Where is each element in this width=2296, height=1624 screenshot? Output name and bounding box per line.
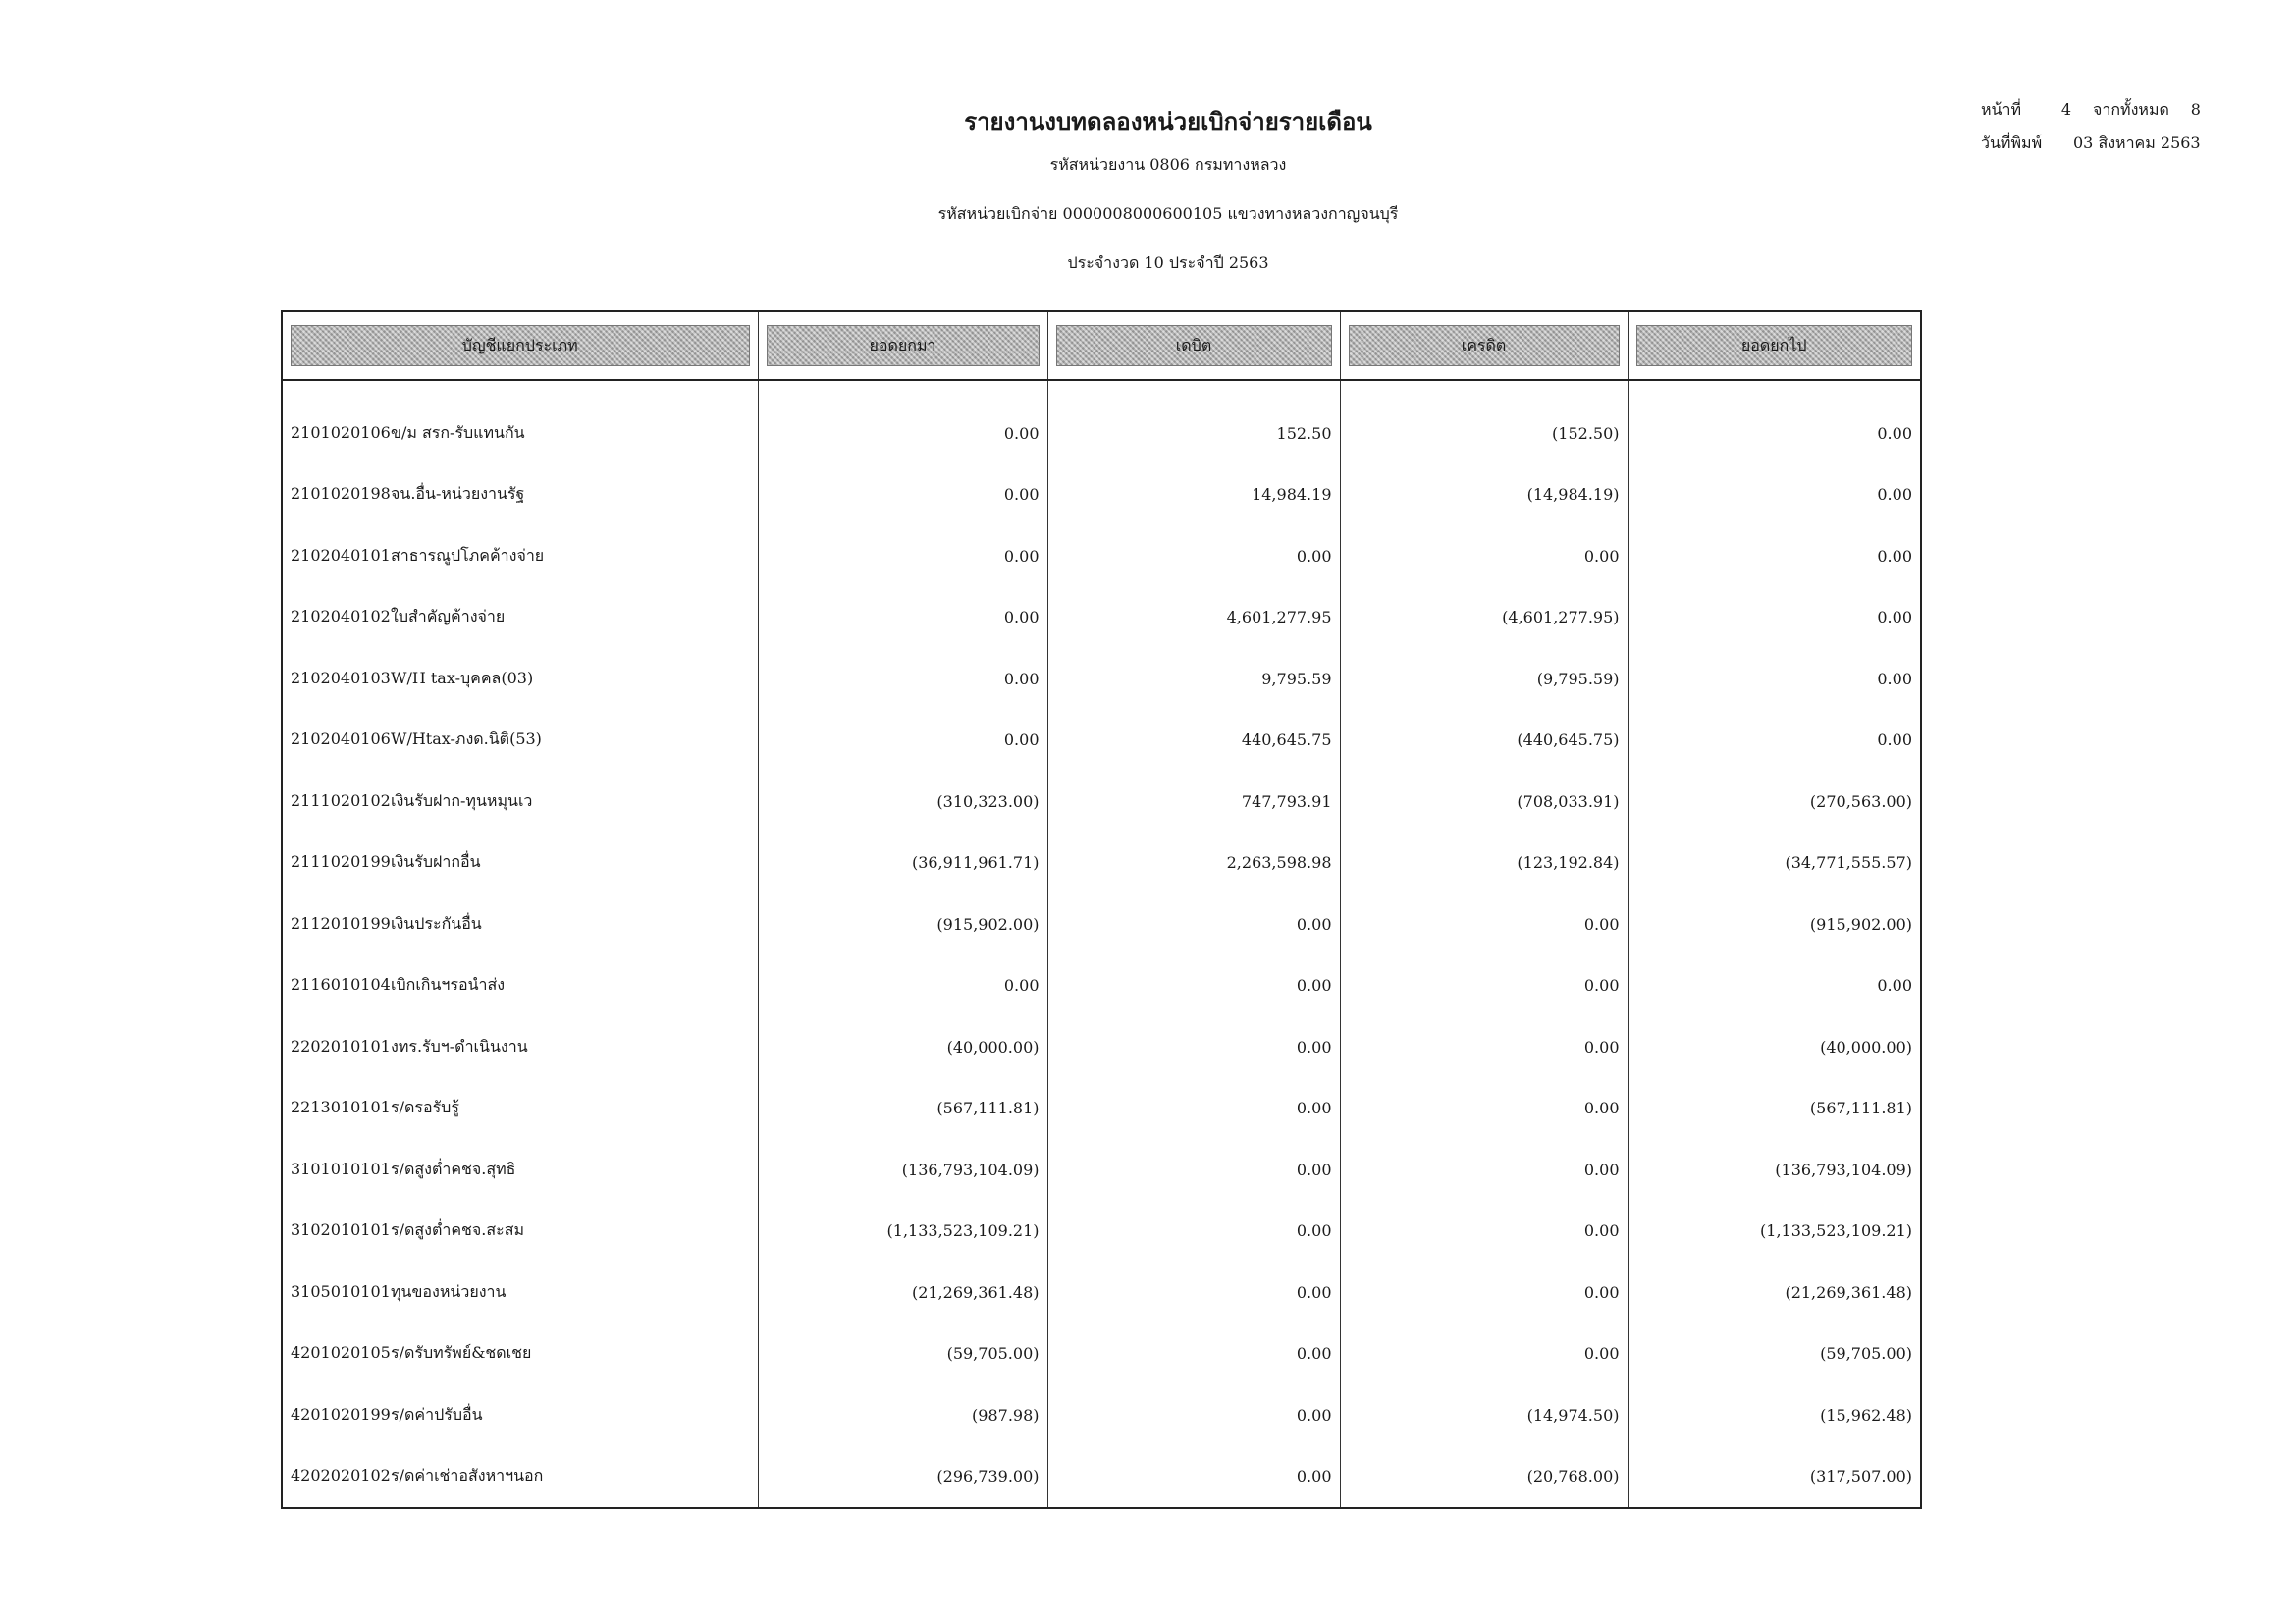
account-code: 2101020198 — [291, 484, 391, 504]
account-name: เงินประกันอื่น — [391, 913, 482, 933]
account-code: 2202010101 — [291, 1036, 391, 1056]
column-header-credit: เครดิต — [1340, 311, 1628, 380]
debit-cell: 0.00 — [1047, 1201, 1340, 1263]
credit-cell: (152.50) — [1340, 380, 1628, 464]
column-header-account: บัญชีแยกประเภท — [282, 311, 758, 380]
account-name: จน.อื่น-หน่วยงานรัฐ — [391, 484, 525, 504]
credit-cell: (9,795.59) — [1340, 648, 1628, 710]
account-code: 3105010101 — [291, 1281, 391, 1301]
brought-forward-cell: (40,000.00) — [758, 1016, 1047, 1078]
account-code: 2102040103 — [291, 668, 391, 687]
account-name: ร/ดค่าเช่าอสังหาฯนอก — [391, 1466, 544, 1486]
table-row — [282, 1324, 1921, 1385]
credit-cell: (440,645.75) — [1340, 710, 1628, 772]
table-row — [282, 380, 1921, 464]
account-code: 4201020105 — [291, 1343, 391, 1363]
table-row — [282, 1139, 1921, 1201]
account-code: 2102040106 — [291, 730, 391, 749]
account-name: W/Htax-ภงด.นิติ(53) — [391, 730, 542, 749]
account-name: ใบสำคัญค้างจ่าย — [391, 607, 506, 626]
credit-cell: (4,601,277.95) — [1340, 587, 1628, 649]
account-code: 3102010101 — [291, 1220, 391, 1240]
agency-line: รหัสหน่วยงาน 0806 กรมทางหลวง — [1049, 155, 1287, 174]
debit-cell: 0.00 — [1047, 1262, 1340, 1324]
period-line: ประจำงวด 10 ประจำปี 2563 — [1067, 253, 1269, 272]
table-row — [282, 955, 1921, 1017]
debit-cell: 0.00 — [1047, 1324, 1340, 1385]
carried-forward-cell: 0.00 — [1628, 955, 1921, 1017]
account-code: 3101010101 — [291, 1159, 391, 1178]
carried-forward-cell: 0.00 — [1628, 525, 1921, 587]
debit-cell: 0.00 — [1047, 1446, 1340, 1509]
account-cell — [282, 525, 758, 587]
brought-forward-cell: (915,902.00) — [758, 893, 1047, 955]
credit-cell: 0.00 — [1340, 1201, 1628, 1263]
column-header-carried-forward: ยอดยกไป — [1628, 311, 1921, 380]
total-pages-label: จากทั้งหมด — [2093, 100, 2169, 119]
account-name: งทร.รับฯ-ดำเนินงาน — [391, 1036, 528, 1056]
print-date-label: วันที่พิมพ์ — [1981, 134, 2043, 152]
credit-cell: (14,974.50) — [1340, 1384, 1628, 1446]
carried-forward-cell: (270,563.00) — [1628, 771, 1921, 833]
carried-forward-cell: 0.00 — [1628, 648, 1921, 710]
debit-cell: 152.50 — [1047, 380, 1340, 464]
brought-forward-cell: (567,111.81) — [758, 1078, 1047, 1140]
carried-forward-cell: 0.00 — [1628, 587, 1921, 649]
debit-cell: 0.00 — [1047, 1384, 1340, 1446]
brought-forward-cell: 0.00 — [758, 710, 1047, 772]
carried-forward-cell: (567,111.81) — [1628, 1078, 1921, 1140]
table-row — [282, 464, 1921, 526]
table-row — [282, 587, 1921, 649]
debit-cell: 0.00 — [1047, 525, 1340, 587]
account-cell — [282, 893, 758, 955]
credit-cell: 0.00 — [1340, 955, 1628, 1017]
account-cell — [282, 587, 758, 649]
carried-forward-cell: (136,793,104.09) — [1628, 1139, 1921, 1201]
account-cell — [282, 1384, 758, 1446]
account-cell — [282, 1201, 758, 1263]
page-label: หน้าที่ — [1981, 100, 2022, 119]
table-row — [282, 648, 1921, 710]
credit-cell: 0.00 — [1340, 1139, 1628, 1201]
account-cell — [282, 1446, 758, 1509]
account-code: 2116010104 — [291, 975, 391, 995]
account-name: เบิกเกินฯรอนำส่ง — [391, 975, 506, 995]
carried-forward-cell: 0.00 — [1628, 710, 1921, 772]
credit-cell: 0.00 — [1340, 1078, 1628, 1140]
column-header-debit: เดบิต — [1047, 311, 1340, 380]
debit-cell: 0.00 — [1047, 1016, 1340, 1078]
account-code: 2102040102 — [291, 607, 391, 626]
brought-forward-cell: (1,133,523,109.21) — [758, 1201, 1047, 1263]
debit-cell: 440,645.75 — [1047, 710, 1340, 772]
account-code: 4201020199 — [291, 1404, 391, 1424]
account-cell — [282, 771, 758, 833]
account-code: 4202020102 — [291, 1466, 391, 1486]
account-cell — [282, 955, 758, 1017]
brought-forward-cell: (136,793,104.09) — [758, 1139, 1047, 1201]
account-cell — [282, 1324, 758, 1385]
debit-cell: 9,795.59 — [1047, 648, 1340, 710]
account-name: ร/ดค่าปรับอื่น — [391, 1404, 483, 1424]
account-name: ทุนของหน่วยงาน — [391, 1281, 507, 1301]
credit-cell: 0.00 — [1340, 1262, 1628, 1324]
page-info — [1981, 93, 2216, 160]
account-cell — [282, 380, 758, 464]
report-header — [687, 98, 1649, 293]
carried-forward-cell: 0.00 — [1628, 464, 1921, 526]
carried-forward-cell: (15,962.48) — [1628, 1384, 1921, 1446]
debit-cell: 14,984.19 — [1047, 464, 1340, 526]
brought-forward-cell: 0.00 — [758, 955, 1047, 1017]
brought-forward-cell: (36,911,961.71) — [758, 833, 1047, 894]
credit-cell: 0.00 — [1340, 1016, 1628, 1078]
brought-forward-cell: 0.00 — [758, 380, 1047, 464]
debit-cell: 0.00 — [1047, 955, 1340, 1017]
table-row — [282, 1446, 1921, 1509]
page-number-row — [1981, 93, 2216, 127]
credit-cell: (123,192.84) — [1340, 833, 1628, 894]
brought-forward-cell: 0.00 — [758, 587, 1047, 649]
carried-forward-cell: 0.00 — [1628, 380, 1921, 464]
page-number: 4 — [2060, 100, 2072, 119]
brought-forward-cell: 0.00 — [758, 464, 1047, 526]
report-title: รายงานงบทดลองหน่วยเบิกจ่ายรายเดือน — [964, 107, 1372, 135]
carried-forward-cell: (915,902.00) — [1628, 893, 1921, 955]
table-row — [282, 893, 1921, 955]
column-header-brought-forward: ยอดยกมา — [758, 311, 1047, 380]
account-code: 2112010199 — [291, 913, 391, 933]
carried-forward-cell: (1,133,523,109.21) — [1628, 1201, 1921, 1263]
account-cell — [282, 648, 758, 710]
account-name: สาธารณูปโภคค้างจ่าย — [391, 545, 545, 565]
debit-cell: 0.00 — [1047, 1139, 1340, 1201]
debit-cell: 4,601,277.95 — [1047, 587, 1340, 649]
table-row — [282, 1078, 1921, 1140]
account-code: 2102040101 — [291, 545, 391, 565]
account-cell — [282, 1078, 758, 1140]
account-name: เงินรับฝากอื่น — [391, 852, 481, 872]
debit-cell: 0.00 — [1047, 1078, 1340, 1140]
debit-cell: 0.00 — [1047, 893, 1340, 955]
print-date: 03 สิงหาคม 2563 — [2073, 134, 2201, 152]
carried-forward-cell: (40,000.00) — [1628, 1016, 1921, 1078]
brought-forward-cell: (310,323.00) — [758, 771, 1047, 833]
credit-cell: (20,768.00) — [1340, 1446, 1628, 1509]
table-body — [282, 380, 1921, 1508]
account-cell — [282, 833, 758, 894]
brought-forward-cell: (987.98) — [758, 1384, 1047, 1446]
table-row — [282, 1262, 1921, 1324]
total-pages: 8 — [2190, 100, 2201, 119]
brought-forward-cell: (21,269,361.48) — [758, 1262, 1047, 1324]
account-cell — [282, 1016, 758, 1078]
table-header-row — [282, 311, 1921, 380]
table-row — [282, 833, 1921, 894]
disbursing-unit-line: รหัสหน่วยเบิกจ่าย 0000008000600105 แขวงทางหลวงกาญจนบุรี — [937, 204, 1399, 223]
debit-cell: 747,793.91 — [1047, 771, 1340, 833]
print-date-row — [1981, 127, 2216, 160]
account-name: ร/ดสูงต่ำคชจ.สะสม — [391, 1220, 525, 1240]
account-code: 2111020199 — [291, 852, 391, 872]
brought-forward-cell: 0.00 — [758, 525, 1047, 587]
brought-forward-cell: 0.00 — [758, 648, 1047, 710]
table-row — [282, 1201, 1921, 1263]
credit-cell: 0.00 — [1340, 1324, 1628, 1385]
carried-forward-cell: (317,507.00) — [1628, 1446, 1921, 1509]
account-cell — [282, 1139, 758, 1201]
brought-forward-cell: (59,705.00) — [758, 1324, 1047, 1385]
table-row — [282, 525, 1921, 587]
account-name: เงินรับฝาก-ทุนหมุนเว — [391, 790, 533, 810]
account-name: ร/ดรอรับรู้ — [391, 1098, 459, 1117]
account-name: W/H tax-บุคคล(03) — [391, 668, 534, 687]
carried-forward-cell: (21,269,361.48) — [1628, 1262, 1921, 1324]
credit-cell: 0.00 — [1340, 525, 1628, 587]
table-row — [282, 1016, 1921, 1078]
account-cell — [282, 464, 758, 526]
account-cell — [282, 710, 758, 772]
brought-forward-cell: (296,739.00) — [758, 1446, 1047, 1509]
credit-cell: (708,033.91) — [1340, 771, 1628, 833]
carried-forward-cell: (34,771,555.57) — [1628, 833, 1921, 894]
credit-cell: (14,984.19) — [1340, 464, 1628, 526]
account-code: 2101020106 — [291, 422, 391, 442]
table-row — [282, 771, 1921, 833]
table-row — [282, 710, 1921, 772]
credit-cell: 0.00 — [1340, 893, 1628, 955]
account-name: ข/ม สรก-รับแทนกัน — [391, 422, 525, 442]
debit-cell: 2,263,598.98 — [1047, 833, 1340, 894]
account-code: 2111020102 — [291, 790, 391, 810]
account-code: 2213010101 — [291, 1098, 391, 1117]
account-cell — [282, 1262, 758, 1324]
table-row — [282, 1384, 1921, 1446]
account-name: ร/ดสูงต่ำคชจ.สุทธิ — [391, 1159, 516, 1178]
trial-balance-table — [281, 310, 1922, 1509]
carried-forward-cell: (59,705.00) — [1628, 1324, 1921, 1385]
account-name: ร/ดรับทรัพย์&ชดเชย — [391, 1343, 532, 1363]
